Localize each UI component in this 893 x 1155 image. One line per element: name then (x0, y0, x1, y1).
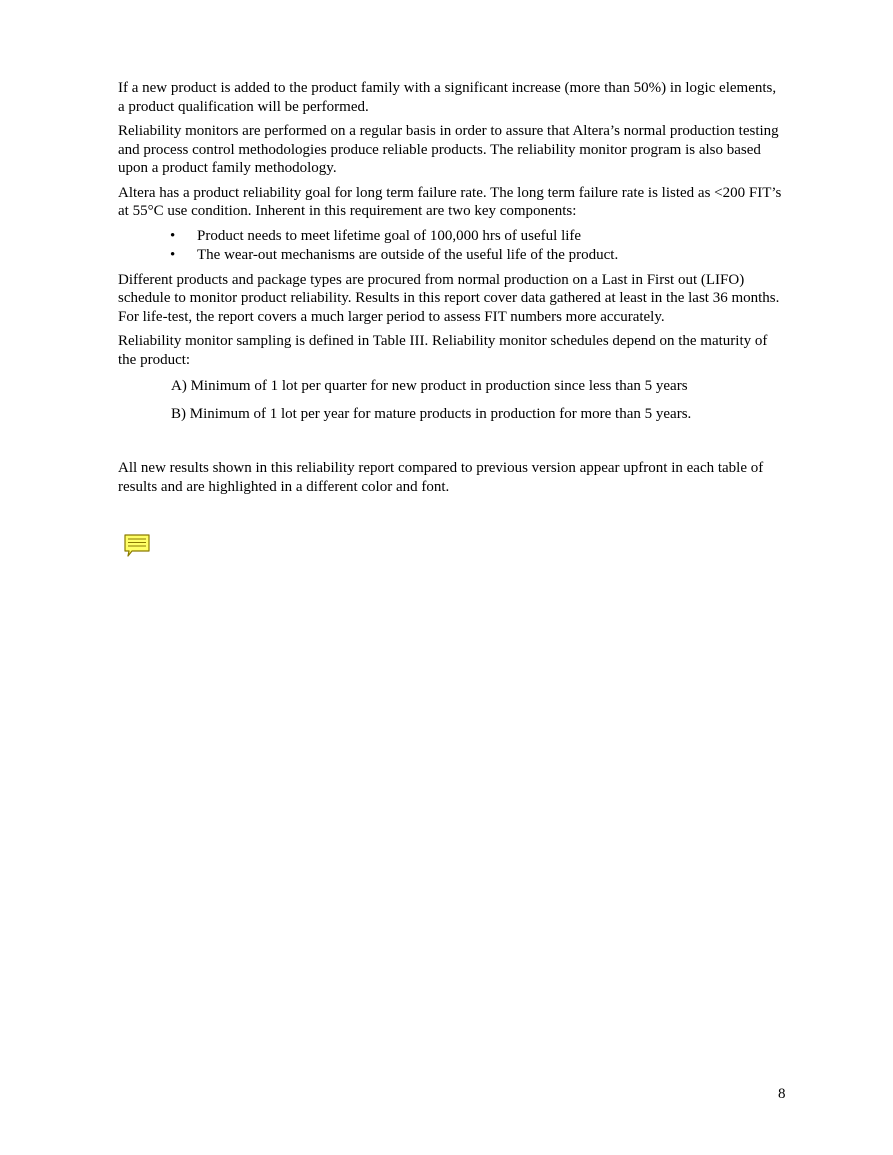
page-number: 8 (778, 1086, 786, 1102)
bullet-marker: • (170, 247, 176, 263)
key-components-list (118, 227, 786, 265)
paragraph-reliability-monitors: Reliability monitors are performed on a regular basis in order to assure that Altera’s normal production testing and process control methodologies produce reliable products. The reliability monitor program is also based upon a product family methodology. (118, 123, 779, 176)
list-item-text: Product needs to meet lifetime goal of 100,000 hrs of useful life (197, 227, 582, 244)
schedule-new-product: A) Minimum of 1 lot per quarter for new product in production since less than 5 years (171, 378, 688, 394)
paragraph-reliability-goal: Altera has a product reliability goal for long term failure rate. The long term failure rate is listed as <200 FIT’s at 55°C use condition. Inherent in this requirement are two key components: (118, 184, 782, 219)
schedule-mature-product: B) Minimum of 1 lot per year for mature products in production for more than 5 years. (171, 405, 692, 422)
list-item (118, 227, 786, 246)
spacer (118, 423, 786, 459)
list-item-text: The wear-out mechanisms are outside of the useful life of the product. (197, 247, 619, 263)
paragraph-new-results-note: All new results shown in this reliability report compared to previous version appear upfront in each table of results and are highlighted in a different color and font. (118, 460, 764, 495)
paragraph-product-qualification: If a new product is added to the product family with a significant increase (more than 50%) in logic elements, a product qualification will be performed. (118, 80, 777, 115)
paragraph-lifo-procurement: Different products and package types are procured from normal production on a Last in First out (LIFO) schedule to monitor product reliability. Results in this report cover data gathered at least in the last 36 months. For life-test, the report covers a much larger period to assess FIT numbers more accurately. (118, 271, 780, 325)
paragraph-monitor-sampling: Reliability monitor sampling is defined in Table III. Reliability monitor schedules depend on the maturity of the product: (118, 333, 768, 368)
document-body (118, 79, 786, 502)
comment-note-icon[interactable] (123, 533, 151, 559)
list-item (118, 246, 786, 265)
bullet-marker: • (170, 227, 176, 244)
